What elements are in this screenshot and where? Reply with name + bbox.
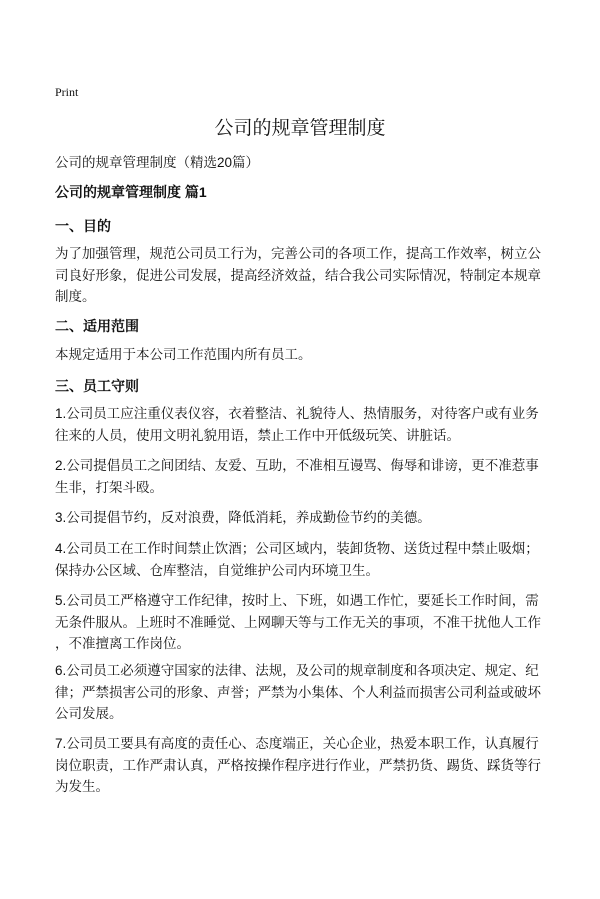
text-line: 公司发展。 [55, 706, 123, 721]
article-heading: 公司的规章管理制度 篇1 [55, 184, 207, 200]
text-line: 保持办公区域、仓库整洁，自觉维护公司内环境卫生。 [55, 562, 379, 578]
print-label[interactable]: Print [55, 85, 79, 99]
rule-4 [55, 538, 555, 581]
section-scope-text [55, 344, 555, 366]
subtitle: 公司的规章管理制度（精选20篇） [55, 155, 260, 170]
section-purpose-text [55, 243, 555, 308]
section-heading-rules: 三、员工守则 [55, 378, 139, 394]
text-line: 为发生。 [55, 779, 109, 794]
rule-1 [55, 403, 555, 446]
section-heading-scope: 二、适用范围 [55, 318, 139, 334]
text-line: 律；严禁损害公司的形象、声誉；严禁为小集体、个人利益而损害公司利益或破坏 [55, 684, 541, 700]
text-line: 1.公司员工应注重仪表仪容，衣着整洁、礼貌待人、热情服务，对待客户或有业务 [55, 406, 539, 421]
text-line: 5.公司员工严格遵守工作纪律，按时上、下班，如遇工作忙，要延长工作时间，需 [55, 593, 539, 608]
rule-3 [55, 507, 555, 529]
text-line: 往来的人员，使用文明礼貌用语，禁止工作中开低级玩笑、讲脏话。 [55, 427, 460, 443]
text-line: 4.公司员工在工作时间禁止饮酒；公司区域内，装卸货物、送货过程中禁止吸烟； [55, 541, 539, 556]
text-line: 司良好形象，促进公司发展，提高经济效益，结合我公司实际情况，特制定本规章 [55, 267, 541, 283]
text-line: 本规定适用于本公司工作范围内所有员工。 [55, 347, 312, 362]
text-line: 6.公司员工必须遵守国家的法律、法规，及公司的规章制度和各项决定、规定、纪 [55, 663, 539, 678]
text-line: 3.公司提倡节约，反对浪费，降低消耗，养成勤俭节约的美德。 [55, 510, 431, 525]
text-line: 7.公司员工要具有高度的责任心、态度端正，关心企业，热爱本职工作，认真履行 [55, 736, 539, 751]
text-line: ，不准擅离工作岗位。 [55, 636, 190, 651]
rule-6 [55, 660, 555, 725]
text-line: 无条件服从。上班时不准睡觉、上网聊天等与工作无关的事项，不准干扰他人工作 [55, 614, 541, 630]
section-heading-purpose: 一、目的 [55, 218, 111, 234]
text-line: 生非，打架斗殴。 [55, 479, 163, 495]
page-title: 公司的规章管理制度 [214, 118, 386, 139]
rule-7 [55, 733, 555, 798]
text-line: 2.公司提倡员工之间团结、友爱、互助，不准相互谩骂、侮辱和诽谤，更不准惹事 [55, 458, 539, 473]
rule-5 [55, 590, 555, 655]
rule-2 [55, 455, 555, 498]
text-line: 制度。 [55, 289, 96, 304]
text-line: 岗位职责，工作严肃认真，严格按操作程序进行作业，严禁扔货、踢货、踩货等行 [55, 757, 541, 773]
text-line: 为了加强管理，规范公司员工行为，完善公司的各项工作，提高工作效率，树立公 [55, 246, 541, 261]
